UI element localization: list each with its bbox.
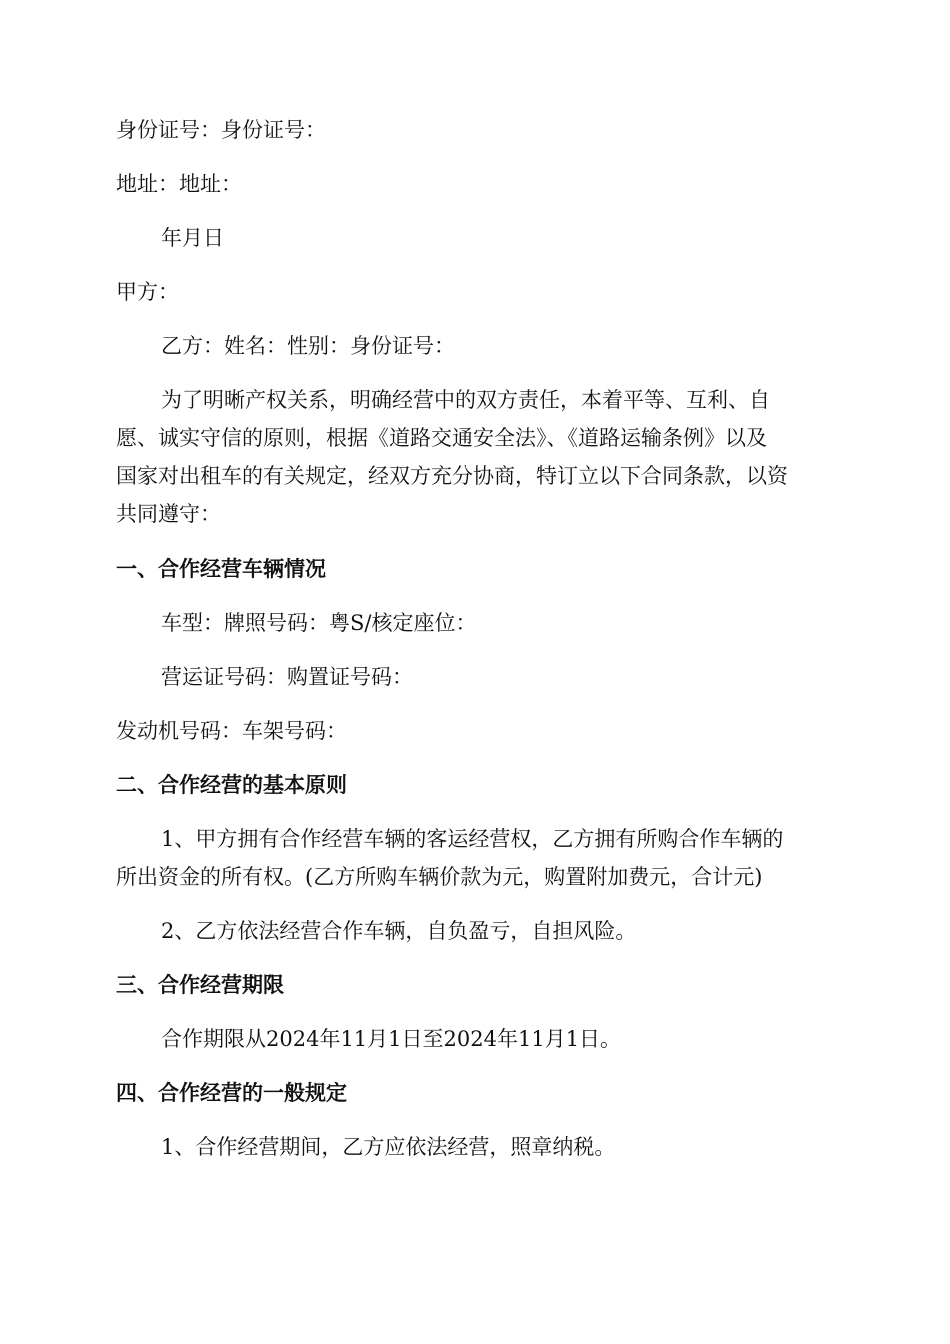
section-heading-4: 四、合作经营的一般规定 [116,1081,347,1105]
section-heading-3: 三、合作经营期限 [116,973,284,997]
cooperation-term-line: 合作期限从2024年11月1日至2024年11月1日。 [161,1027,622,1051]
preamble-line-4: 共同遵守： [116,502,221,526]
operation-license-line: 营运证号码：购置证号码： [161,665,413,689]
engine-number-line: 发动机号码：车架号码： [116,719,347,743]
principle-1-line-2: 所出资金的所有权。(乙方所购车辆价款为元，购置附加费元，合计元) [116,865,763,889]
vehicle-model-line: 车型：牌照号码：粤S/核定座位： [161,611,477,635]
section-heading-2: 二、合作经营的基本原则 [116,773,347,797]
preamble-line-3: 国家对出租车的有关规定，经双方充分协商，特订立以下合同条款，以资 [116,464,788,488]
party-b-line: 乙方：姓名：性别：身份证号： [161,334,455,358]
id-number-line: 身份证号：身份证号： [116,118,326,142]
preamble-line-2: 愿、诚实守信的原则，根据《道路交通安全法》、《道路运输条例》以及 [116,426,767,450]
preamble-line-1: 为了明晰产权关系，明确经营中的双方责任，本着平等、互利、自 [161,388,770,412]
date-line: 年月日 [161,226,224,250]
principle-1-line-1: 1、甲方拥有合作经营车辆的客运经营权，乙方拥有所购合作车辆的 [161,827,784,851]
general-rule-1-line: 1、合作经营期间，乙方应依法经营，照章纳税。 [161,1135,616,1159]
party-a-line: 甲方： [116,280,179,304]
section-heading-1: 一、合作经营车辆情况 [116,557,326,581]
principle-2-line: 2、乙方依法经营合作车辆，自负盈亏，自担风险。 [161,919,637,943]
address-line: 地址：地址： [116,172,242,196]
